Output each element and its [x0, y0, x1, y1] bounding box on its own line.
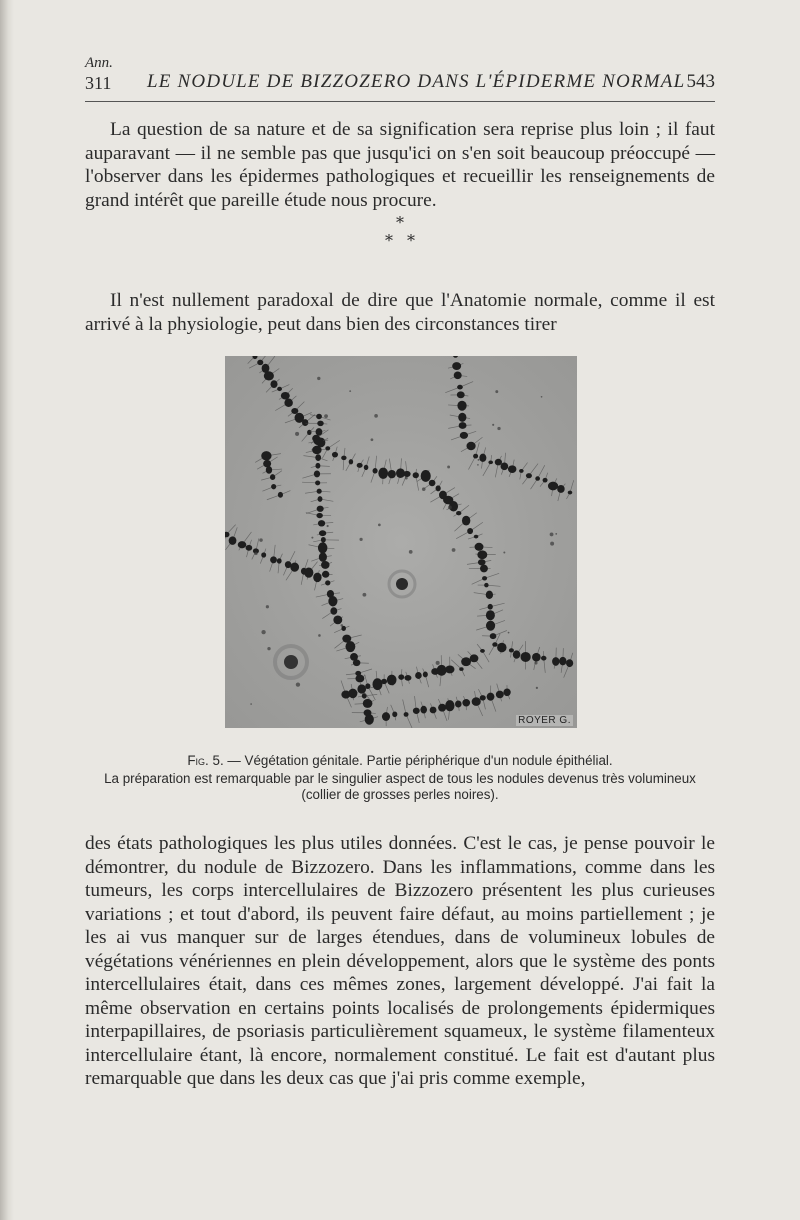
nodule-bead: [456, 511, 461, 515]
nodule-bead: [372, 678, 382, 690]
nodule-bead: [473, 454, 478, 459]
running-head: [85, 55, 715, 105]
nodule-bead: [398, 674, 404, 679]
nodule-bead: [325, 446, 330, 450]
nodule-bead: [548, 482, 558, 491]
nodule-bead: [403, 471, 410, 477]
granule: [259, 538, 262, 541]
nodule-bead: [477, 550, 487, 559]
nodule-bead: [488, 460, 493, 464]
nodule-bead: [466, 442, 475, 450]
nodule-bead: [317, 489, 322, 494]
nodule-bead: [278, 492, 283, 498]
granule: [254, 552, 257, 555]
granule: [405, 477, 408, 480]
nodule-bead: [445, 700, 454, 711]
nodule-bead: [462, 699, 470, 706]
nodule-bead: [315, 463, 320, 469]
granule: [324, 414, 328, 418]
nodule-bead: [472, 697, 481, 706]
granule: [541, 396, 543, 398]
nodule-bead: [486, 621, 495, 631]
granule: [317, 377, 320, 380]
figure-caption-body: La préparation est remarquable par le singulier aspect de tous les nodules devenus très volumineux (collier de grosses perles noires).: [104, 771, 696, 802]
nodule-bead: [316, 513, 322, 518]
nodule-bead: [413, 472, 419, 478]
nodule-bead: [313, 573, 321, 583]
nodule-bead: [316, 428, 323, 435]
nodule-bead: [415, 672, 422, 679]
paragraph-3: des états pathologiques les plus utiles données. C'est le cas, je pense pouvoir le démontrer, du nodule de Bizzozero. Dans les inflammations, comme dans les tumeurs, les corps intercellulaires de Bizzozero présentent les plus curieuses variations ; et tout d'abord, ils peuvent faire défaut, au moins partiellement ; je les ai vus manquer sur de larges étendues, dans de volumineux lobules de végétations vénériennes en plein développement, alors que le système des ponts intercellulaires était, dans ces mêmes zones, largement développé. J'ai fait la même observation en certains points localisés de prolongements épidermiques interpapillaires, de psoriasis particulièrement squameux, le système filamenteux intercellulaire étant, là encore, normalement constitué. Le fait est d'autant plus remarquable que dans les deux cas que j'ai pris comme exemple,: [85, 833, 715, 1089]
nodule-bead: [513, 650, 521, 658]
page-edge-shadow: [0, 0, 14, 1220]
nodule-bead: [307, 430, 311, 435]
nodule-bead: [304, 567, 313, 577]
nodule-bead: [382, 712, 390, 721]
asterism: [380, 213, 420, 253]
granule: [261, 630, 265, 634]
granule: [266, 605, 269, 608]
nodule-bead: [480, 695, 486, 700]
nodule-bead: [277, 387, 282, 391]
nodule-bead: [317, 421, 323, 427]
nodule-bead: [328, 596, 337, 606]
nodule-bead: [291, 408, 298, 414]
nodule-bead: [318, 496, 323, 502]
granule: [436, 661, 440, 665]
nodule-bead: [388, 470, 396, 478]
micrograph-image: [225, 356, 577, 728]
nodule-bead: [492, 642, 497, 646]
nodule-bead: [438, 704, 446, 712]
nodule-bead: [315, 454, 321, 461]
nodule-bead: [454, 371, 462, 379]
running-title: LE NODULE DE BIZZOZERO DANS L'ÉPIDERME NORMAL: [147, 71, 686, 92]
granule: [508, 632, 510, 634]
nodule-bead: [480, 649, 485, 653]
granule: [478, 459, 480, 461]
granule: [536, 687, 538, 689]
nodule-bead: [474, 535, 479, 539]
nodule-bead: [462, 516, 470, 526]
nodule-bead: [257, 360, 263, 365]
nodule-bead: [261, 552, 266, 557]
nodule-bead: [313, 437, 323, 445]
nodule-bead: [325, 580, 330, 585]
nodule-bead: [436, 485, 441, 491]
nodule-bead: [535, 476, 540, 480]
granule: [318, 634, 321, 637]
nucleus-1: [396, 578, 408, 590]
nodule-bead: [302, 419, 308, 426]
nodule-bead: [270, 556, 277, 563]
nodule-bead: [559, 657, 566, 666]
granule: [495, 390, 498, 393]
nodule-bead: [264, 371, 274, 380]
nodule-bead: [566, 659, 573, 667]
svg-text:*: *: [396, 213, 404, 232]
nodule-bead: [321, 561, 329, 569]
nodule-bead: [455, 700, 462, 707]
nodule-bead: [345, 641, 355, 652]
granule: [534, 661, 537, 664]
nodule-bead: [430, 707, 437, 714]
nodule-bead: [495, 459, 502, 466]
nodule-bead: [266, 466, 272, 474]
nodule-bead: [457, 401, 466, 411]
nodule-bead: [480, 565, 488, 573]
nodule-bead: [319, 552, 327, 562]
nodule-bead: [413, 708, 420, 714]
granule: [550, 532, 554, 536]
nodule-bead: [317, 506, 324, 512]
nodule-bead: [470, 654, 479, 662]
nodule-bead: [459, 422, 467, 429]
nodule-bead: [457, 391, 465, 398]
figure-caption-title: [85, 753, 715, 768]
nodule-bead: [486, 591, 493, 599]
nodule-bead: [357, 463, 363, 468]
nodule-bead: [496, 691, 504, 699]
header-rule: [85, 101, 715, 102]
nodule-bead: [365, 714, 374, 725]
granule: [371, 438, 374, 441]
nodule-bead: [420, 706, 427, 714]
svg-text:*: *: [407, 231, 415, 250]
nodule-bead: [281, 392, 290, 399]
granule: [447, 466, 450, 469]
nodule-bead: [452, 362, 461, 370]
granule: [295, 432, 299, 436]
nodule-bead: [392, 711, 397, 717]
nodule-bead: [508, 465, 516, 473]
nodule-bead: [526, 473, 532, 478]
granule: [497, 427, 500, 430]
nodule-bead: [445, 666, 454, 674]
nodule-bead: [284, 399, 292, 407]
nodule-bead: [378, 468, 388, 479]
nodule-bead: [277, 558, 282, 563]
nodule-bead: [322, 571, 329, 578]
nodule-bead: [461, 657, 471, 666]
granule: [422, 487, 426, 491]
nodule-bead: [460, 432, 468, 439]
nodule-bead: [229, 536, 237, 545]
volume-number: 311: [85, 73, 112, 93]
nucleus-2: [284, 655, 298, 669]
nodule-bead: [363, 699, 373, 708]
nodule-bead: [348, 689, 357, 699]
granule: [327, 525, 329, 527]
nodule-bead: [501, 463, 509, 471]
nodule-bead: [290, 563, 299, 572]
granule: [374, 414, 378, 418]
nodule-bead: [503, 689, 510, 697]
nodule-bead: [319, 530, 326, 536]
nodule-bead: [484, 583, 488, 588]
nodule-bead: [333, 615, 342, 624]
nodule-bead: [509, 648, 514, 652]
nodule-bead: [543, 478, 548, 483]
nodule-bead: [490, 633, 497, 639]
nodule-bead: [381, 679, 387, 684]
nodule-bead: [568, 491, 573, 495]
paragraph-1: La question de sa nature et de sa signification sera reprise plus loin ; il faut auparavant — il ne semble pas que jusqu'ici on s'en soit beaucoup préoccupé — l'observer dans les épidermes pathologiques et recueillir les renseignements de grand intérêt que pareille étude nous procure.: [85, 119, 715, 211]
granule: [503, 551, 505, 553]
nodule-bead: [246, 545, 253, 551]
nodule-bead: [357, 684, 366, 693]
granule: [452, 548, 456, 552]
nodule-bead: [312, 446, 322, 454]
nodule-bead: [404, 712, 409, 717]
nodule-bead: [488, 604, 493, 610]
nodule-bead: [341, 456, 346, 461]
nodule-bead: [459, 667, 463, 671]
nodule-bead: [261, 451, 271, 460]
nodule-bead: [475, 543, 484, 551]
nodule-bead: [263, 460, 271, 467]
svg-text:*: *: [385, 231, 393, 250]
nodule-bead: [316, 414, 322, 420]
granule: [250, 703, 252, 705]
granule: [267, 647, 270, 650]
nodule-bead: [318, 542, 327, 553]
granule: [409, 550, 413, 554]
granule: [362, 593, 366, 597]
granule: [349, 390, 351, 392]
nodule-bead: [557, 485, 565, 493]
nodule-bead: [437, 665, 447, 676]
paragraph-2: Il n'est nullement paradoxal de dire que l'Anatomie normale, comme il est arrivé à la physiologie, peut dans bien des circonstances tirer: [85, 290, 715, 335]
nodule-bead: [486, 610, 495, 620]
granule: [492, 424, 494, 426]
granule: [359, 538, 362, 541]
granule: [550, 542, 554, 546]
page-number: 543: [686, 71, 715, 92]
nodule-bead: [321, 537, 326, 543]
granule: [311, 537, 313, 539]
nodule-bead: [421, 470, 431, 482]
nodule-bead: [487, 693, 495, 701]
nodule-bead: [318, 520, 325, 526]
nodule-bead: [423, 672, 428, 678]
nodule-bead: [457, 385, 463, 390]
nodule-bead: [532, 653, 541, 662]
nodule-bead: [315, 480, 320, 485]
nodule-bead: [362, 693, 367, 698]
nodule-bead: [332, 452, 338, 458]
nodule-bead: [330, 607, 337, 615]
nodule-bead: [314, 470, 320, 477]
nodule-bead: [429, 480, 436, 486]
nodule-bead: [270, 474, 275, 480]
nodule-bead: [552, 657, 559, 666]
nodule-bead: [458, 413, 466, 422]
nodule-bead: [519, 469, 524, 473]
nodule-bead: [355, 675, 364, 683]
figure-caption-text: — Végétation génitale. Partie périphérique d'un nodule épithélial.: [227, 753, 613, 768]
micrograph-figure: [225, 356, 577, 728]
nodule-bead: [497, 643, 506, 653]
granule: [341, 624, 344, 627]
granule: [296, 682, 300, 686]
granule: [555, 533, 557, 535]
nodule-bead: [353, 659, 361, 666]
engraver-signature: ROYER G.: [518, 715, 571, 726]
nodule-bead: [365, 683, 370, 689]
nodule-bead: [404, 675, 411, 681]
nodule-bead: [387, 675, 397, 686]
nodule-bead: [482, 576, 487, 580]
nodule-bead: [521, 652, 531, 662]
nodule-bead: [478, 559, 486, 565]
nodule-bead: [271, 484, 276, 489]
granule: [378, 524, 381, 527]
granule: [448, 506, 452, 510]
nodule-bead: [270, 380, 277, 388]
nodule-bead: [479, 454, 486, 462]
nodule-bead: [349, 459, 353, 464]
figure-label: Fig. 5.: [187, 753, 224, 768]
nodule-bead: [373, 468, 378, 473]
nodule-bead: [238, 541, 247, 548]
nodule-bead: [541, 656, 546, 661]
journal-abbrev: Ann.: [85, 55, 113, 71]
nodule-bead: [364, 465, 369, 470]
granule: [477, 464, 479, 466]
nodule-bead: [467, 528, 473, 534]
